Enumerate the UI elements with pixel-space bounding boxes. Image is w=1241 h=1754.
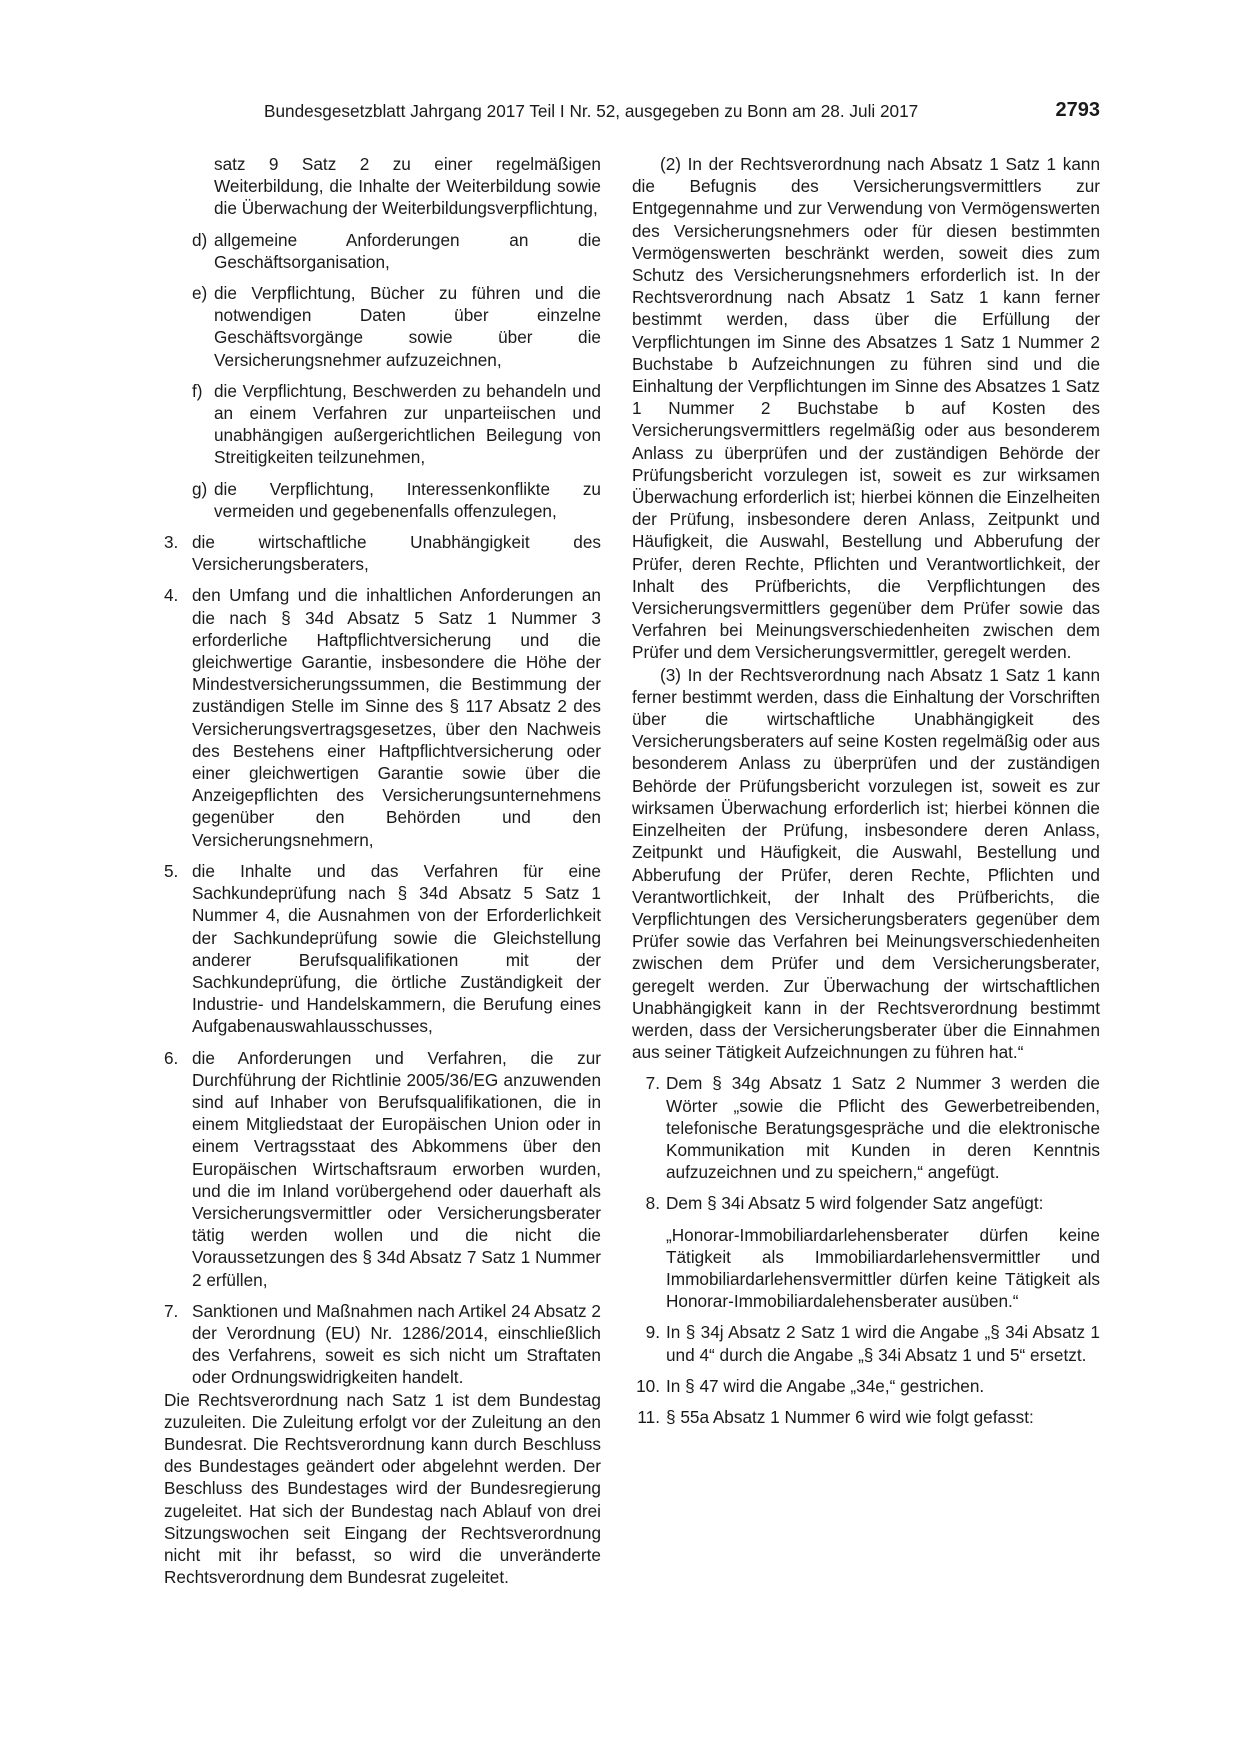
amendment-item-11 — [632, 1406, 1100, 1428]
item-text: die Verpflichtung, Beschwerden zu behandeln und an einem Verfahren zur unparteiischen und unabhängigen außergerichtlichen Beilegung von Streitigkeiten teilzunehmen, — [214, 380, 601, 468]
running-header: Bundesgesetzblatt Jahrgang 2017 Teil I Nr. 52, ausgegeben zu Bonn am 28. Juli 2017 — [264, 101, 919, 121]
item-label: 7. — [645, 1073, 660, 1094]
numbered-item-6 — [164, 1047, 601, 1291]
amendment-item-10 — [632, 1375, 1100, 1397]
item-label: 11. — [637, 1406, 660, 1427]
amendment-item-7 — [632, 1072, 1100, 1183]
item-label: 6. — [164, 1047, 179, 1068]
item-label: 7. — [164, 1300, 179, 1321]
item-text: Sanktionen und Maßnahmen nach Artikel 24 Absatz 2 der Verordnung (EU) Nr. 1286/2014, einschließlich des Verfahrens, soweit es sich nicht um Straftaten oder Ordnungswidrigkeiten handelt. — [192, 1300, 601, 1388]
numbered-item-5 — [164, 860, 601, 1038]
sub-item-f — [164, 380, 601, 469]
sub-item-g — [164, 478, 601, 522]
item-text: In § 47 wird die Angabe „34e,“ gestrichen. — [666, 1375, 985, 1396]
item-label: 8. — [645, 1193, 660, 1214]
continued-text: satz 9 Satz 2 zu einer regelmäßigen Weiterbildung, die Inhalte der Weiterbildung sowie die Überwachung der Weiterbildungsverpflichtung, — [214, 154, 601, 219]
item-text: die Inhalte und das Verfahren für eine Sachkundeprüfung nach § 34d Absatz 5 Satz 1 Nummer 4, die Ausnahmen von der Erforderlichkeit der Sachkundeprüfung sowie die Gleichstellung anderer Berufsqualifikationen mit der Sachkundeprüfung, die örtliche Zuständigkeit der Industrie- und Handelskammern, die Berufung eines Aufgabenauswahlausschusses, — [192, 860, 601, 1037]
item-text: die Verpflichtung, Bücher zu führen und die notwendigen Daten über einzelne Geschäftsvorgänge sowie über die Versicherungsnehmer aufzuzeichnen, — [214, 283, 601, 370]
amendment-item-8 — [632, 1192, 1100, 1214]
page-number: 2793 — [1055, 99, 1100, 121]
item-label: e) — [192, 283, 208, 304]
item-label: 4. — [164, 585, 179, 606]
item-label: 9. — [645, 1322, 660, 1343]
item-text: die Anforderungen und Verfahren, die zur Durchführung der Richtlinie 2005/36/EG anzuwenden sind auf Inhaber von Berufsqualifikationen, die in einem Mitgliedstaat der Europäischen Union oder in einem Vertragsstaat des Abkommens über den Europäischen Wirtschaftsraum erworben wurden, und die im Inland vorübergehend oder dauerhaft als Versicherungsvermittler oder Versicherungsberater tätig werden wollen und die nicht die Voraussetzungen des § 34d Absatz 7 Satz 1 Nummer 2 erfüllen, — [192, 1047, 601, 1290]
item-text: § 55a Absatz 1 Nummer 6 wird wie folgt gefasst: — [666, 1406, 1034, 1427]
item-label: g) — [192, 478, 208, 499]
inserted-sentence-quote: „Honorar-Immobiliardarlehensberater dürfen keine Tätigkeit als Immobiliardarlehensvermittler und Immobiliardarlehensvermittler dürfen keine Tätigkeit als Honorar-Immobiliardalehensberater ausüben.“ — [666, 1224, 1100, 1312]
numbered-item-4 — [164, 584, 601, 850]
numbered-item-7 — [164, 1300, 601, 1389]
item-label: 3. — [164, 532, 179, 553]
item-text: In § 34j Absatz 2 Satz 1 wird die Angabe „§ 34i Absatz 1 und 4“ durch die Angabe „§ 34i Absatz 1 und 5“ ersetzt. — [666, 1322, 1100, 1365]
item-text: allgemeine Anforderungen an die Geschäftsorganisation, — [214, 229, 601, 272]
item-label: 10. — [636, 1375, 660, 1396]
item-text: die Verpflichtung, Interessenkonflikte zu vermeiden und gegebenenfalls offenzulegen, — [214, 478, 601, 521]
sub-item-e — [164, 282, 601, 371]
numbered-item-3 — [164, 531, 601, 575]
amendment-item-9 — [632, 1321, 1100, 1365]
item-text: Dem § 34i Absatz 5 wird folgender Satz angefügt: — [666, 1193, 1044, 1214]
closing-paragraph: Die Rechtsverordnung nach Satz 1 ist dem Bundestag zuzuleiten. Die Zuleitung erfolgt vor der Zuleitung an den Bundesrat. Die Rechtsverordnung kann durch Beschluss des Bundestages geändert oder abgelehnt werden. Der Beschluss des Bundestages wird der Bundesregierung zugeleitet. Hat sich der Bundestag nach Ablauf von drei Sitzungswochen seit Eingang der Rechtsverordnung nicht mit ihr befasst, so wird die unveränderte Rechtsverordnung dem Bundesrat zugeleitet. — [164, 1389, 601, 1588]
item-label: d) — [192, 229, 208, 250]
item-text: Dem § 34g Absatz 1 Satz 2 Nummer 3 werden die Wörter „sowie die Pflicht des Gewerbetreibenden, telefonische Beratungsgespräche und die elektronische Kommunikation mit Kunden in deren Kenntnis aufzuzeichnen und zu speichern,“ angefügt. — [666, 1073, 1100, 1183]
item-label: f) — [192, 380, 203, 401]
sub-item-d — [164, 229, 601, 273]
paragraph-2: (2) In der Rechtsverordnung nach Absatz 1 Satz 1 kann die Befugnis des Versicherungsvermittlers zur Entgegennahme und zur Verwendung von Vermögenswerten des Versicherungsnehmers oder für diesen bestimmten Vermögenswerten beschränkt werden, soweit dies zum Schutz des Versicherungsnehmers erforderlich ist. In der Rechtsverordnung nach Absatz 1 Satz 1 kann ferner bestimmt werden, dass über die Erfüllung der Verpflichtungen im Sinne des Absatzes 1 Satz 1 Nummer 2 Buchstabe b Aufzeichnungen zu führen sind und die Einhaltung der Verpflichtungen im Sinne des Absatzes 1 Satz 1 Nummer 2 Buchstabe b auf Kosten des Versicherungsvermittlers regelmäßig oder aus besonderem Anlass zu überprüfen und der zuständigen Behörde der Prüfungsbericht vorzulegen ist, soweit es zur wirksamen Überwachung erforderlich ist; hierbei können die Einzelheiten der Prüfung, insbesondere deren Anlass, Zeitpunkt und Häufigkeit, die Auswahl, Bestellung und Abberufung der Prüfer, deren Rechte, Pflichten und Verantwortlichkeit, der Inhalt des Prüfberichts, die Verpflichtungen des Versicherungsvermittlers gegenüber dem Prüfer sowie das Verfahren bei Meinungsverschiedenheiten zwischen dem Prüfer und dem Versicherungsvermittler, geregelt werden. — [632, 154, 1100, 663]
item-text: die wirtschaftliche Unabhängigkeit des Versicherungsberaters, — [192, 532, 601, 575]
left-column — [164, 153, 601, 1588]
item-label: 5. — [164, 860, 179, 881]
paragraph-3: (3) In der Rechtsverordnung nach Absatz 1 Satz 1 kann ferner bestimmt werden, dass die Einhaltung der Vorschriften über die wirtschaftliche Unabhängigkeit des Versicherungsberaters auf seine Kosten regelmäßig oder aus besonderem Anlass zu überprüfen und der zuständigen Behörde der Prüfungsbericht vorzulegen ist, soweit es zur wirksamen Überwachung erforderlich ist; hierbei können die Einzelheiten der Prüfung, insbesondere deren Anlass, Zeitpunkt und Häufigkeit, die Auswahl, Bestellung und Abberufung der Prüfer, deren Rechte, Pflichten und Verantwortlichkeit, der Inhalt des Prüfberichts, die Verpflichtungen des Versicherungsberaters gegenüber dem Prüfer sowie das Verfahren bei Meinungsverschiedenheiten zwischen dem Prüfer und dem Versicherungsberater, geregelt werden. Zur Überwachung der wirtschaftlichen Unabhängigkeit kann in der Rechtsverordnung bestimmt werden, dass der Versicherungsberater über die Einnahmen aus seiner Tätigkeit Aufzeichnungen zu führen hat.“ — [632, 664, 1100, 1063]
item-text: den Umfang und die inhaltlichen Anforderungen an die nach § 34d Absatz 5 Satz 1 Nummer 3 erforderliche Haftpflichtversicherung und die gleichwertige Garantie, insbesondere die Höhe der Mindestversicherungssummen, die Bestimmung der zuständigen Stelle im Sinne des § 117 Absatz 2 des Versicherungsvertragsgesetzes, über den Nachweis des Bestehens einer Haftpflichtversicherung oder einer gleichwertigen Garantie sowie über die Anzeigepflichten des Versicherungsunternehmens gegenüber den Behörden und den Versicherungsnehmern, — [192, 585, 601, 850]
right-column — [632, 153, 1100, 1428]
